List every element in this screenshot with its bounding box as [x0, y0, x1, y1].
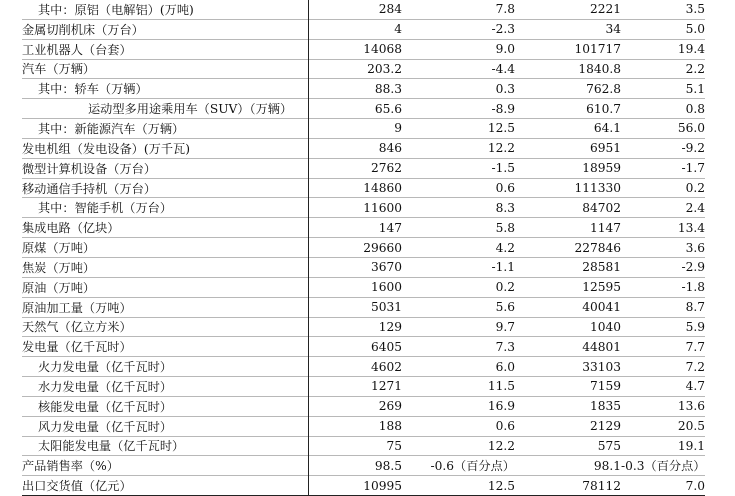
row-label: 焦炭（万吨）: [22, 257, 309, 277]
cumulative-growth: 8.7: [685, 300, 705, 315]
industrial-output-table: [22, 0, 705, 496]
row-label: 汽车（万辆）: [22, 59, 309, 79]
current-month-growth: 8.3: [495, 200, 515, 215]
row-label: 发电量（亿千瓦时）: [22, 337, 309, 357]
cumulative-value: 33103: [582, 359, 621, 374]
row-label: 其中：新能源汽车（万辆）: [22, 119, 309, 139]
table-row: [22, 178, 705, 198]
current-month-growth: -1.1: [491, 260, 515, 275]
cumulative-growth: 7.7: [685, 339, 705, 354]
table-row: [22, 416, 705, 436]
table-row: [22, 456, 705, 476]
cumulative-growth: 19.4: [677, 42, 705, 57]
current-month-value: 29660: [363, 240, 402, 255]
table-row: [22, 59, 705, 79]
cumulative-growth: 4.7: [685, 379, 705, 394]
current-month-value: 129: [378, 319, 402, 334]
cumulative-value: 98.1: [593, 458, 621, 473]
current-month-growth: 12.5: [487, 121, 515, 136]
cumulative-value: 78112: [582, 478, 621, 493]
cumulative-value: 2129: [589, 419, 621, 434]
table-row: [22, 436, 705, 456]
cumulative-value: 1147: [589, 220, 621, 235]
current-month-value: 14860: [363, 181, 402, 196]
cumulative-value: 28581: [582, 260, 621, 275]
current-month-value: 88.3: [374, 81, 402, 96]
table-row: [22, 277, 705, 297]
row-label: 微型计算机设备（万台）: [22, 158, 309, 178]
row-label: 移动通信手持机（万台）: [22, 178, 309, 198]
table-row: [22, 337, 705, 357]
table-row: [22, 79, 705, 99]
current-month-growth: 6.0: [495, 359, 515, 374]
cumulative-growth: 13.6: [677, 399, 705, 414]
cumulative-value: 64.1: [593, 121, 621, 136]
row-label: 太阳能发电量（亿千瓦时）: [22, 436, 309, 456]
current-month-growth: -1.5: [491, 161, 515, 176]
cumulative-growth: 3.5: [685, 2, 705, 17]
cumulative-growth: 0.8: [685, 101, 705, 116]
current-month-growth: 12.2: [487, 438, 515, 453]
cumulative-growth: 7.2: [685, 359, 705, 374]
table-body: [22, 0, 705, 496]
current-month-value: 65.6: [374, 101, 402, 116]
row-label: 原油（万吨）: [22, 277, 309, 297]
row-label: 集成电路（亿块）: [22, 218, 309, 238]
cumulative-value: 34: [605, 22, 621, 37]
table-row: [22, 138, 705, 158]
row-label: 产品销售率（%）: [22, 456, 309, 476]
current-month-value: 9: [394, 121, 402, 136]
current-month-value: 2762: [370, 161, 402, 176]
current-month-growth: 5.8: [495, 220, 515, 235]
row-label: 发电机组（发电设备）(万千瓦): [22, 138, 309, 158]
cumulative-value: 610.7: [586, 101, 621, 116]
cumulative-growth: 2.4: [685, 200, 705, 215]
current-month-growth: 12.5: [487, 478, 515, 493]
current-month-growth: 0.2: [495, 280, 515, 295]
table-row: [22, 158, 705, 178]
cumulative-value: 575: [597, 438, 621, 453]
row-label: 金属切削机床（万台）: [22, 19, 309, 39]
current-month-growth: 5.6: [495, 300, 515, 315]
cumulative-growth: 2.2: [685, 61, 705, 76]
row-label: 其中：智能手机（万台）: [22, 198, 309, 218]
current-month-value: 3670: [370, 260, 402, 275]
table-row: [22, 119, 705, 139]
cumulative-value: 762.8: [586, 81, 621, 96]
cumulative-growth: 56.0: [677, 121, 705, 136]
row-label: 风力发电量（亿千瓦时）: [22, 416, 309, 436]
row-label: 出口交货值（亿元）: [22, 476, 309, 496]
row-label: 其中：原铝（电解铝）(万吨): [22, 0, 309, 19]
table-row: [22, 0, 705, 19]
table-row: [22, 39, 705, 59]
cumulative-value: 6951: [589, 141, 621, 156]
cumulative-growth: -1.8: [681, 280, 705, 295]
current-month-growth: 4.2: [495, 240, 515, 255]
cumulative-growth: 5.9: [685, 319, 705, 334]
row-label: 运动型多用途乘用车（SUV）（万辆）: [22, 99, 309, 119]
row-label: 天然气（亿立方米）: [22, 317, 309, 337]
table-row: [22, 198, 705, 218]
cumulative-growth: -2.9: [681, 260, 705, 275]
cumulative-value: 2221: [589, 2, 621, 17]
current-month-value: 5031: [370, 300, 402, 315]
cumulative-value: 1040: [589, 319, 621, 334]
table-row: [22, 476, 705, 496]
table-row: [22, 396, 705, 416]
table-row: [22, 238, 705, 258]
row-label: 工业机器人（台套）: [22, 39, 309, 59]
current-month-value: 1600: [370, 280, 402, 295]
current-month-value: 269: [378, 399, 402, 414]
cumulative-value: 1840.8: [578, 61, 621, 76]
table-row: [22, 297, 705, 317]
table-row: [22, 218, 705, 238]
current-month-growth: 7.8: [495, 2, 515, 17]
current-month-growth: 9.7: [495, 319, 515, 334]
current-month-value: 75: [386, 438, 402, 453]
cumulative-growth: 3.6: [685, 240, 705, 255]
cumulative-growth: 20.5: [677, 419, 705, 434]
cumulative-value: 44801: [582, 339, 621, 354]
row-label: 其中：轿车（万辆）: [22, 79, 309, 99]
cumulative-value: 40041: [582, 300, 621, 315]
row-label: 原煤（万吨）: [22, 238, 309, 258]
cumulative-growth: -1.7: [681, 161, 705, 176]
current-month-growth: 9.0: [495, 42, 515, 57]
cumulative-growth: 5.0: [685, 22, 705, 37]
cumulative-value: 7159: [589, 379, 621, 394]
cumulative-value: 1835: [589, 399, 621, 414]
cumulative-value: 101717: [574, 42, 621, 57]
cumulative-growth: 13.4: [677, 220, 705, 235]
current-month-value: 14068: [363, 42, 402, 57]
current-month-growth: -4.4: [491, 61, 515, 76]
current-month-growth: -2.3: [491, 22, 515, 37]
current-month-growth: 7.3: [495, 339, 515, 354]
row-label: 水力发电量（亿千瓦时）: [22, 377, 309, 397]
current-month-value: 188: [378, 419, 402, 434]
current-month-value: 4602: [370, 359, 402, 374]
current-month-growth: 0.3: [495, 81, 515, 96]
current-month-growth: -8.9: [491, 101, 515, 116]
current-month-value: 11600: [363, 200, 402, 215]
current-month-growth: 16.9: [487, 399, 515, 414]
table-row: [22, 19, 705, 39]
current-month-growth: 0.6: [495, 181, 515, 196]
current-month-value: 1271: [370, 379, 402, 394]
current-month-growth: -0.6（百分点）: [430, 459, 515, 474]
current-month-growth: 12.2: [487, 141, 515, 156]
cumulative-value: 111330: [574, 181, 621, 196]
cumulative-growth: -0.3（百分点）: [621, 459, 705, 474]
cumulative-growth: 19.1: [677, 438, 705, 453]
table-row: [22, 377, 705, 397]
table-row: [22, 257, 705, 277]
cumulative-value: 227846: [574, 240, 621, 255]
current-month-value: 98.5: [374, 458, 402, 473]
current-month-growth: 11.5: [487, 379, 515, 394]
row-label: 核能发电量（亿千瓦时）: [22, 396, 309, 416]
current-month-value: 147: [378, 220, 402, 235]
table-row: [22, 317, 705, 337]
cumulative-growth: 0.2: [685, 181, 705, 196]
cumulative-value: 12595: [582, 280, 621, 295]
current-month-value: 6405: [370, 339, 402, 354]
cumulative-growth: 7.0: [685, 478, 705, 493]
table-row: [22, 99, 705, 119]
current-month-growth: 0.6: [495, 419, 515, 434]
cumulative-growth: 5.1: [685, 81, 705, 96]
current-month-value: 284: [378, 2, 402, 17]
current-month-value: 203.2: [367, 61, 402, 76]
row-label: 原油加工量（万吨）: [22, 297, 309, 317]
row-label: 火力发电量（亿千瓦时）: [22, 357, 309, 377]
table-row: [22, 357, 705, 377]
current-month-value: 846: [378, 141, 402, 156]
cumulative-value: 18959: [582, 161, 621, 176]
cumulative-growth: -9.2: [681, 141, 705, 156]
current-month-value: 4: [394, 22, 402, 37]
cumulative-value: 84702: [582, 200, 621, 215]
current-month-value: 10995: [363, 478, 402, 493]
